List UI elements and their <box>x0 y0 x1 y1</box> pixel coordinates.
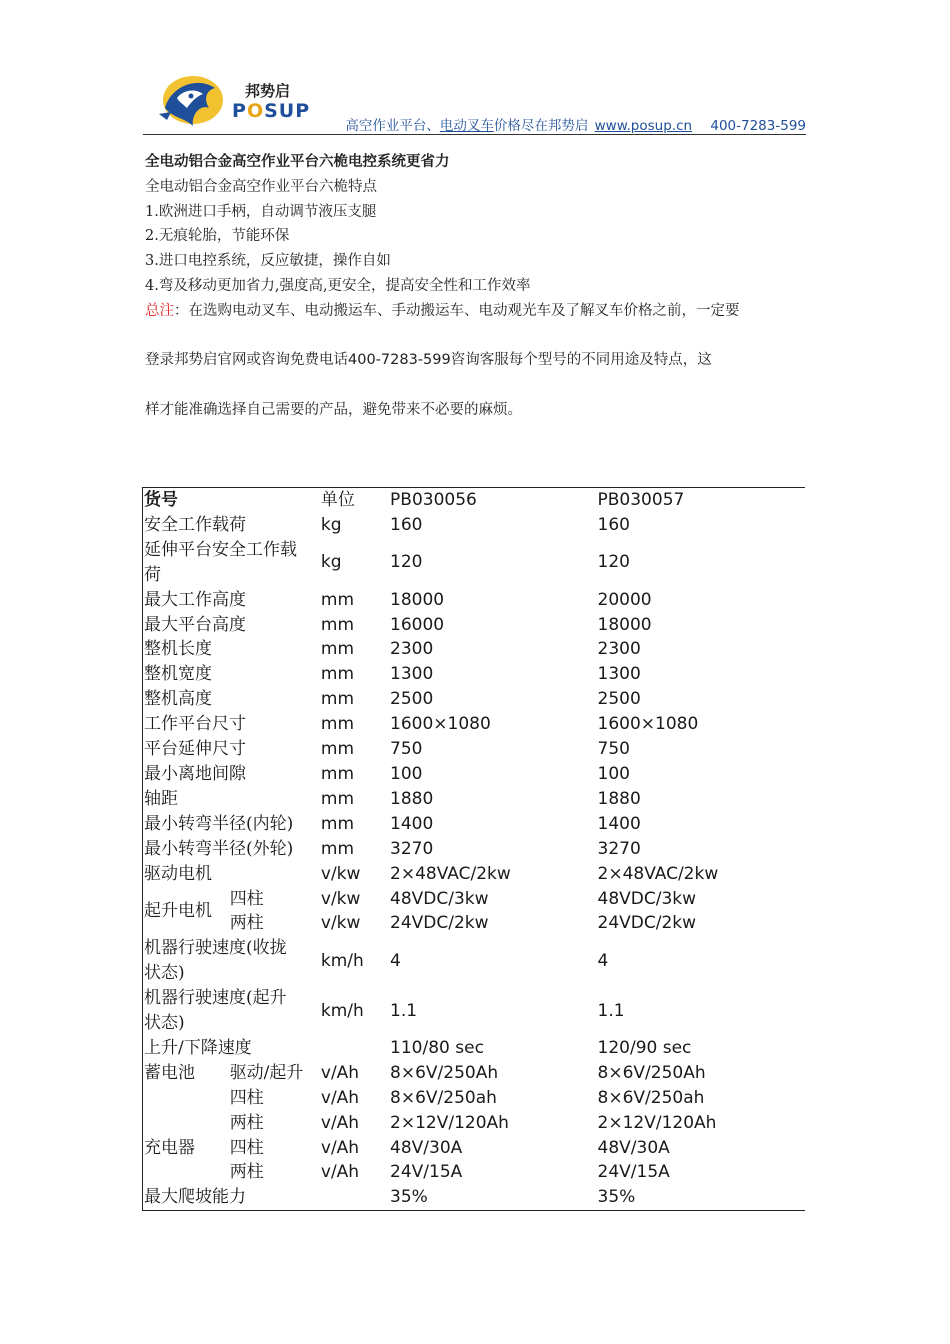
row-m2: 1.1 <box>597 1000 625 1021</box>
spec-table <box>142 487 805 1211</box>
article-title: 全电动铝合金高空作业平台六桅电控系统更省力 <box>145 154 450 170</box>
row-unit: mm <box>320 664 355 685</box>
row-m2: 120 <box>597 552 630 573</box>
row-m1: 35% <box>390 1187 428 1208</box>
row-item: 安全工作载荷 <box>144 514 246 535</box>
tagline-forklift-link[interactable]: 电动叉车 <box>439 118 494 134</box>
row-item: 整机高度 <box>144 689 212 710</box>
row-m2: 8×6V/250Ah <box>597 1062 706 1083</box>
feature-item: 2.无痕轮胎，节能环保 <box>145 228 290 244</box>
table-row <box>143 1185 806 1210</box>
note-red-label: 注 <box>159 303 174 319</box>
row-unit: km/h <box>320 950 364 971</box>
row-m2: 100 <box>597 763 630 784</box>
row-item: 平台延伸尺寸 <box>144 739 246 760</box>
row-unit: mm <box>320 589 355 610</box>
row-m2: 2×12V/120Ah <box>597 1112 717 1133</box>
row-item: 整机长度 <box>144 639 212 660</box>
header-tagline <box>345 114 806 134</box>
table-header-row <box>143 488 806 513</box>
row-m2: 160 <box>597 514 630 535</box>
tagline-text-a: 高空作业平台、 <box>345 118 440 134</box>
row-m1: 24VDC/2kw <box>390 913 489 934</box>
row-m2: 24V/15A <box>597 1162 670 1183</box>
table-row <box>143 762 806 787</box>
row-item: 上升/下降速度 <box>144 1037 252 1058</box>
row-unit: v/kw <box>320 913 361 934</box>
row-unit: mm <box>320 639 355 660</box>
row-item: 工作平台尺寸 <box>144 714 246 735</box>
table-row <box>143 1036 806 1061</box>
row-m1: 2300 <box>390 639 434 660</box>
row-m2: 1880 <box>597 788 641 809</box>
row-m1: 2500 <box>390 689 434 710</box>
row-m1: 48V/30A <box>390 1137 463 1158</box>
row-m2: 750 <box>597 739 630 760</box>
header-model-2: PB030057 <box>597 490 685 510</box>
row-m1: 24V/15A <box>390 1162 463 1183</box>
feature-item: 1.欧洲进口手柄，自动调节液压支腿 <box>145 204 377 220</box>
row-m2: 1300 <box>597 664 641 685</box>
row-item: 整机宽度 <box>144 664 212 685</box>
row-m2: 4 <box>597 950 609 971</box>
row-m1: 120 <box>390 552 423 573</box>
row-unit: mm <box>320 689 355 710</box>
feature-item: 4.弯及移动更加省力,强度高,更安全，提高安全性和工作效率 <box>145 278 531 294</box>
row-m2: 24VDC/2kw <box>597 913 697 934</box>
row-m1: 8×6V/250ah <box>390 1087 497 1108</box>
row-unit: v/Ah <box>320 1112 360 1133</box>
row-unit: v/Ah <box>320 1162 360 1183</box>
row-item: 驱动电机 <box>144 863 212 884</box>
row-unit: mm <box>320 714 355 735</box>
row-unit: v/Ah <box>320 1087 360 1108</box>
table-row <box>143 637 806 662</box>
table-row <box>143 887 806 912</box>
row-m2: 35% <box>597 1187 636 1208</box>
table-row <box>143 837 806 862</box>
row-unit: km/h <box>320 1000 364 1021</box>
row-m1: 3270 <box>390 838 434 859</box>
row-m2: 120/90 sec <box>597 1037 692 1058</box>
row-m1: 100 <box>390 763 423 784</box>
row-sub: 两柱 <box>229 1162 264 1183</box>
header-unit: 单位 <box>320 490 355 510</box>
row-m1: 16000 <box>390 614 445 635</box>
row-m1: 1880 <box>390 788 434 809</box>
row-m1: 750 <box>390 739 423 760</box>
row-unit <box>320 1036 389 1061</box>
row-m2: 1400 <box>597 813 641 834</box>
table-row <box>143 712 806 737</box>
group-item-charger: 充电器 <box>144 1137 195 1158</box>
row-unit <box>320 1185 389 1210</box>
row-m2: 2300 <box>597 639 641 660</box>
row-sub: 四柱 <box>229 1137 264 1158</box>
row-item: 轴距 <box>144 788 178 809</box>
row-m2: 48VDC/3kw <box>597 888 697 909</box>
table-row <box>143 687 806 712</box>
row-item: 机器行驶速度(起升 状态) <box>144 988 287 1034</box>
row-unit: v/kw <box>320 888 361 909</box>
feature-item: 3.进口电控系统，反应敏捷，操作自如 <box>145 253 391 269</box>
row-item: 机器行驶速度(收拢 状态) <box>144 938 287 984</box>
table-row <box>143 662 806 687</box>
brand-chinese-name: 邦势启 <box>245 82 291 100</box>
row-m1: 110/80 sec <box>390 1037 484 1058</box>
table-row <box>143 1136 806 1161</box>
row-m1: 1.1 <box>390 1000 418 1021</box>
row-m2: 2×48VAC/2kw <box>597 863 719 884</box>
note-phone: 400-7283-599 <box>348 352 451 368</box>
row-m2: 3270 <box>597 838 641 859</box>
table-row <box>143 737 806 762</box>
row-item: 最小离地间隙 <box>144 763 246 784</box>
row-item: 最大工作高度 <box>144 589 246 610</box>
row-m1: 1400 <box>390 813 434 834</box>
row-unit: mm <box>320 739 355 760</box>
row-unit: mm <box>320 763 355 784</box>
row-sub: 两柱 <box>229 1112 264 1133</box>
table-row <box>143 911 806 936</box>
note-text-2b: 咨询客服每个型号的不同用途及特点，这 <box>450 352 712 368</box>
row-m2: 1600×1080 <box>597 714 699 735</box>
page-header <box>143 66 806 135</box>
row-sub: 四柱 <box>229 888 264 909</box>
table-row <box>143 986 806 1036</box>
row-unit: kg <box>320 514 342 535</box>
row-m1: 8×6V/250Ah <box>390 1062 499 1083</box>
row-item: 最小转弯半径(外轮) <box>144 838 294 859</box>
row-m2: 20000 <box>597 589 652 610</box>
row-item: 最小转弯半径(内轮) <box>144 813 294 834</box>
row-sub: 四柱 <box>229 1087 264 1108</box>
table-row <box>143 538 806 588</box>
row-unit: v/Ah <box>320 1137 360 1158</box>
header-model-1: PB030056 <box>390 490 477 510</box>
table-row <box>143 862 806 887</box>
table-row <box>143 1086 806 1111</box>
header-item: 货号 <box>144 490 178 510</box>
row-m1: 18000 <box>390 589 445 610</box>
row-m1: 4 <box>390 950 401 971</box>
note-line-1 <box>145 299 740 320</box>
row-unit: mm <box>320 838 355 859</box>
note-text-1: ：在选购电动叉车、电动搬运车、手动搬运车、电动观光车及了解叉车价格之前，一定要 <box>174 303 740 319</box>
table-row <box>143 812 806 837</box>
header-phone: 400-7283-599 <box>710 118 806 134</box>
note-prefix: 总 <box>145 303 160 319</box>
row-m2: 2500 <box>597 689 641 710</box>
website-link[interactable]: www.posup.cn <box>594 118 693 134</box>
row-m1: 160 <box>390 514 423 535</box>
group-item-lift-motor: 起升电机 <box>144 900 212 921</box>
row-unit: kg <box>320 552 342 573</box>
group-item-battery: 蓄电池 <box>144 1062 195 1083</box>
row-m2: 18000 <box>597 614 652 635</box>
table-row <box>143 787 806 812</box>
table-row <box>143 1111 806 1136</box>
note-line-2 <box>145 348 712 369</box>
table-row <box>143 1061 806 1086</box>
row-sub: 驱动/起升 <box>229 1062 304 1083</box>
tagline-text-c: 价格尽在邦势启 <box>493 118 589 134</box>
row-sub: 两柱 <box>229 913 264 934</box>
table-row <box>143 1160 806 1185</box>
row-item: 延伸平台安全工作载 荷 <box>144 539 297 585</box>
row-unit: mm <box>320 788 355 809</box>
row-m1: 1300 <box>390 664 434 685</box>
row-m1: 1600×1080 <box>390 714 491 735</box>
table-row <box>143 613 806 638</box>
row-unit: mm <box>320 813 355 834</box>
row-m1: 48VDC/3kw <box>390 888 489 909</box>
row-m1: 2×12V/120Ah <box>390 1112 509 1133</box>
note-line-3: 样才能准确选择自己需要的产品，避免带来不必要的麻烦。 <box>145 402 522 418</box>
row-unit: v/kw <box>320 863 361 884</box>
row-unit: mm <box>320 614 355 635</box>
brand-english-name: POSUP <box>232 100 311 122</box>
row-m1: 2×48VAC/2kw <box>390 863 511 884</box>
table-row <box>143 936 806 986</box>
row-m2: 8×6V/250ah <box>597 1087 705 1108</box>
posup-lion-logo <box>157 68 227 130</box>
table-row <box>143 513 806 538</box>
row-m2: 48V/30A <box>597 1137 670 1158</box>
note-text-2a: 登录邦势启官网或咨询免费电话 <box>145 352 348 368</box>
article-subtitle: 全电动铝合金高空作业平台六桅特点 <box>145 179 377 195</box>
row-item: 最大爬坡能力 <box>144 1187 246 1208</box>
row-item: 最大平台高度 <box>144 614 246 635</box>
table-row <box>143 588 806 613</box>
row-unit: v/Ah <box>320 1062 360 1083</box>
